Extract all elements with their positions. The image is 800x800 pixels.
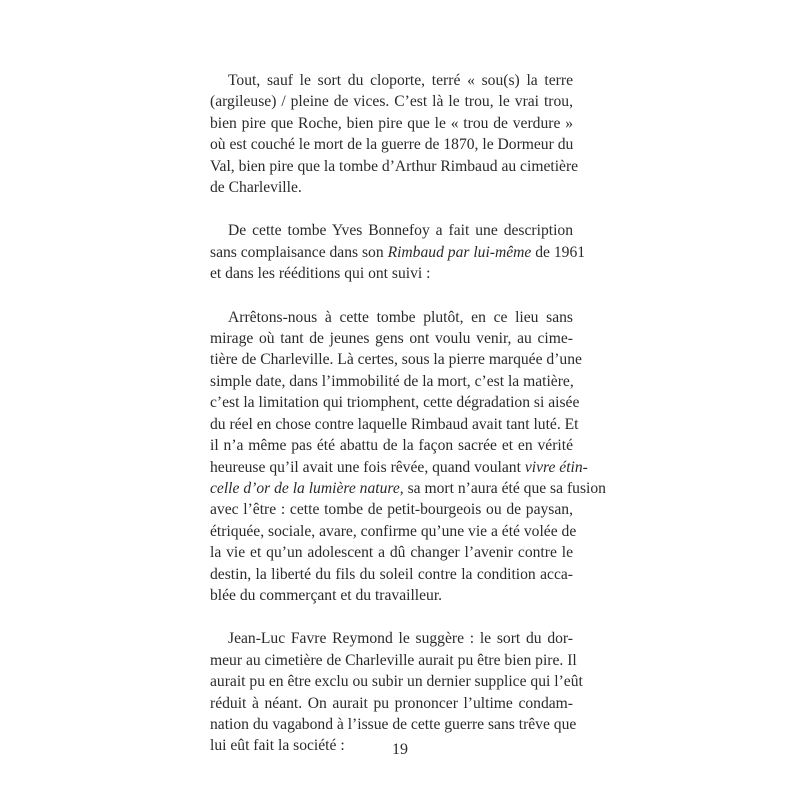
italic-quote: celle d’or de la lumière nature, [210, 479, 404, 497]
text-line: lui eût fait la société : [210, 737, 345, 755]
text-line: réduit à néant. On aurait pu prononcer l’ultime condam- [210, 694, 573, 712]
text-line: où est couché le mort de la guerre de 1870, le Dormeur du [210, 136, 574, 154]
text-line: (argileuse) / pleine de vices. C’est là le trou, le vrai trou, [210, 93, 573, 111]
text-line: destin, la liberté du fils du soleil contre la condition acca- [210, 565, 573, 583]
text-line: sans complaisance dans son Rimbaud par lui-même de 1961 [210, 243, 586, 261]
text-line: de Charleville. [210, 179, 302, 197]
text-line: Val, bien pire que la tombe d’Arthur Rimbaud au cimetière [210, 157, 579, 175]
quotation [210, 307, 606, 607]
paragraph-2 [210, 220, 586, 284]
text-line: simple date, dans l’immobilité de la mort, c’est la matière, [210, 372, 574, 390]
text-line: avec l’être : cette tombe de petit-bourgeois ou de paysan, [210, 501, 573, 519]
italic-quote: vivre étin- [524, 458, 588, 476]
text-line: Jean-Luc Favre Reymond le suggère : le sort du dor- [228, 630, 573, 648]
text-line: meur au cimetière de Charleville aurait pu être bien pire. Il [210, 651, 577, 669]
text-line: la vie et qu’un adolescent a dû changer l’avenir contre le [210, 544, 573, 562]
text-line: De cette tombe Yves Bonnefoy a fait une description [228, 222, 573, 240]
text-line: celle d’or de la lumière nature, sa mort n’aura été que sa fusion [210, 479, 606, 497]
page-number: 19 [392, 741, 408, 758]
text-line: tière de Charleville. Là certes, sous la pierre marquée d’une [210, 351, 582, 369]
text-line: bien pire que Roche, bien pire que le « trou de verdure » [210, 114, 573, 132]
text-line: Tout, sauf le sort du cloporte, terré « sou(s) la terre [228, 72, 573, 89]
text-line: blée du commerçant et du travailleur. [210, 586, 443, 604]
paragraph-4 [210, 628, 583, 756]
text-line: du réel en chose contre laquelle Rimbaud avait tant luté. Et [210, 415, 579, 433]
book-title: Rimbaud par lui-même [387, 243, 532, 261]
page-body [210, 70, 606, 779]
text-line: nation du vagabond à l’issue de cette guerre sans trêve que [210, 715, 577, 733]
text-line: mirage où tant de jeunes gens ont voulu venir, au cime- [210, 330, 573, 348]
text-line: aurait pu en être exclu ou subir un dernier supplice qui l’eût [210, 673, 583, 691]
text-line: Arrêtons-nous à cette tombe plutôt, en ce lieu sans [228, 308, 573, 326]
text-line: il n’a même pas été abattu de la façon sacrée et en vérité [210, 437, 573, 455]
text-line: heureuse qu’il avait une fois rêvée, quand voulant vivre étin- [210, 458, 588, 476]
paragraph-1 [210, 70, 579, 198]
text-line: étriquée, sociale, avare, confirme qu’une vie a été volée de [210, 522, 577, 540]
text-line: c’est la limitation qui triomphent, cette dégradation si aisée [210, 394, 580, 412]
text-line: et dans les rééditions qui ont suivi : [210, 265, 431, 283]
